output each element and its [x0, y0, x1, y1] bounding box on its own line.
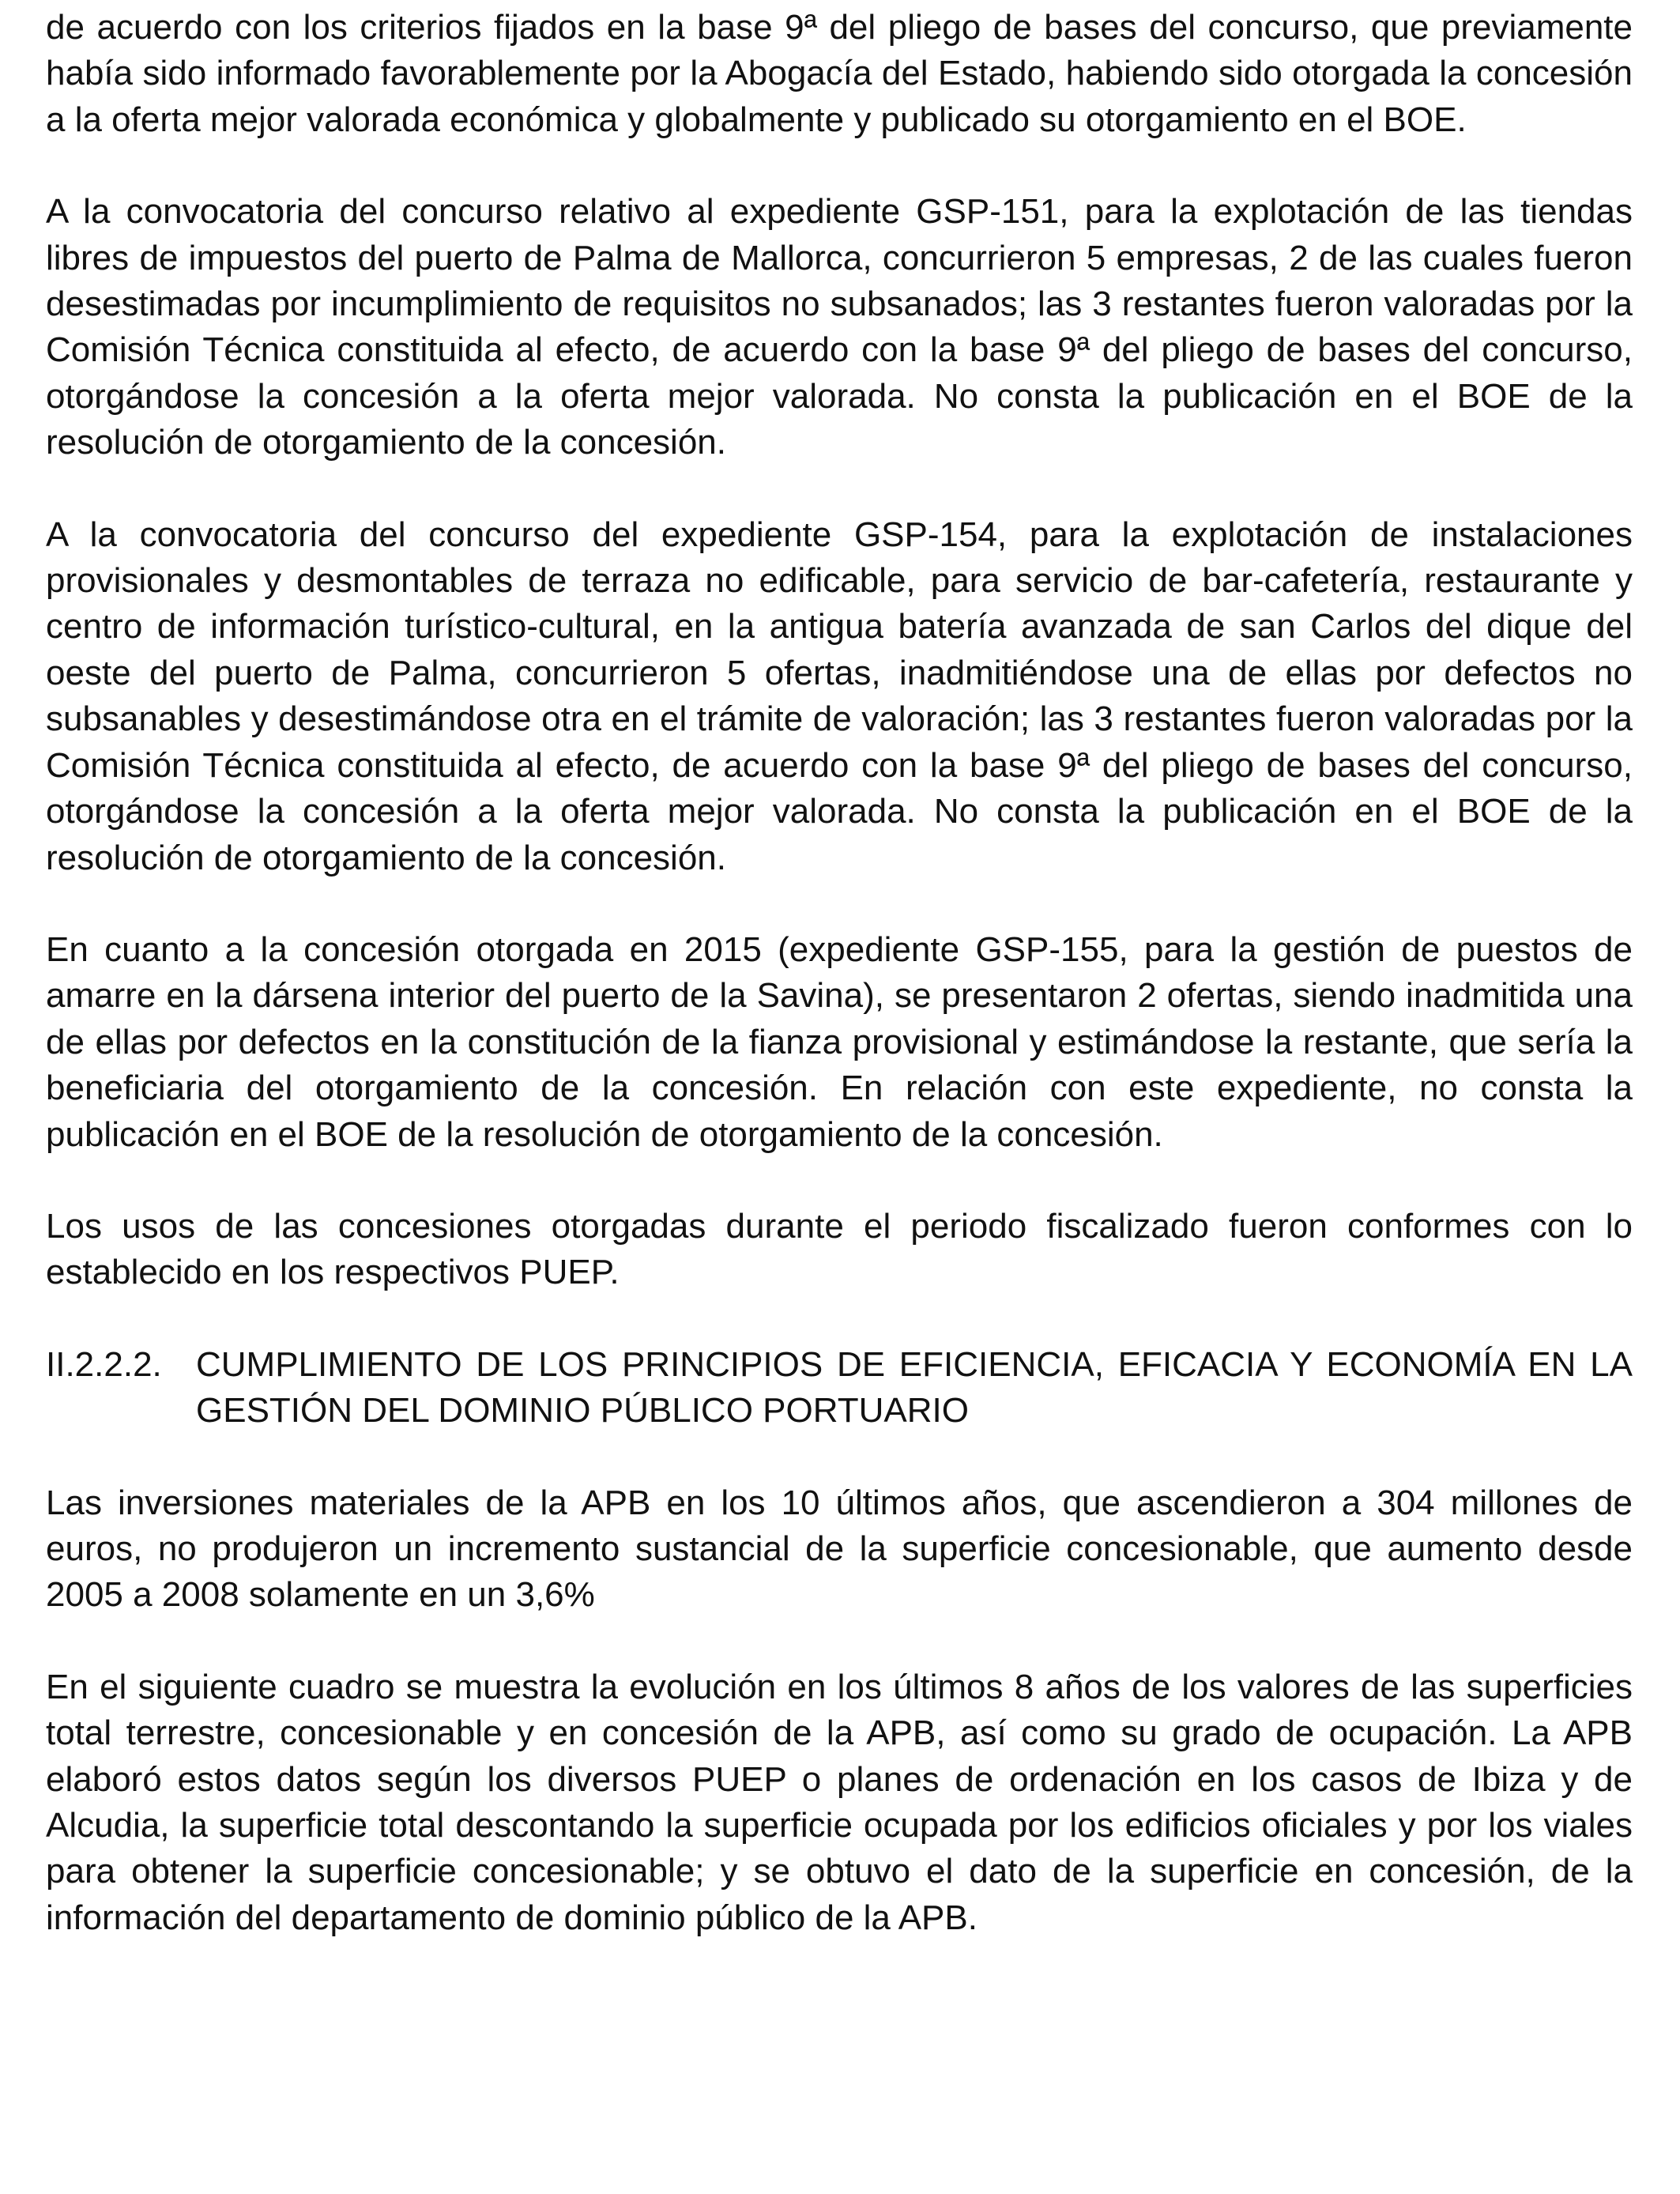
paragraph-surface-table-intro: En el siguiente cuadro se muestra la evolución en los últimos 8 años de los valores de las superficies total terrestre, concesionable y en concesión de la APB, así como su grado de ocupación. La APB elaboró estos datos según los diversos PUEP o planes de ordenación en los casos de Ibiza y de Alcudia, la superficie total descontando la superficie ocupada por los edificios oficiales y por los viales para obtener la superficie concesionable; y se obtuvo el dato de la superficie en concesión, de la información del departamento de dominio público de la APB. [46, 1667, 1633, 1937]
document-page [46, 5, 1633, 1987]
paragraph-gsp-154: A la convocatoria del concurso del expediente GSP-154, para la explotación de instalaciones provisionales y desmontables de terraza no edificable, para servicio de bar-cafetería, restaurante y centro de información turístico-cultural, en la antigua batería avanzada de san Carlos del dique del oeste del puerto de Palma, concurrieron 5 ofertas, inadmitiéndose una de ellas por defectos no subsanables y desestimándose otra en el trámite de valoración; las 3 restantes fueron valoradas por la Comisión Técnica constituida al efecto, de acuerdo con la base 9ª del pliego de bases del concurso, otorgándose la concesión a la oferta mejor valorada. No consta la publicación en el BOE de la resolución de otorgamiento de la concesión. [46, 515, 1633, 877]
section-title: CUMPLIMIENTO DE LOS PRINCIPIOS DE EFICIENCIA, EFICACIA Y ECONOMÍA EN LA GESTIÓN DEL DOMINIO PÚBLICO PORTUARIO [196, 1344, 1633, 1431]
section-number: II.2.2.2. [46, 1344, 162, 1384]
paragraph-concession-criteria: de acuerdo con los criterios fijados en la base 9ª del pliego de bases del concurso, que previamente había sido informado favorablemente por la Abogacía del Estado, habiendo sido otorgada la concesión a la oferta mejor valorada económica y globalmente y publicado su otorgamiento en el BOE. [46, 8, 1633, 139]
section-heading [46, 1342, 1633, 1434]
paragraph-gsp-155: En cuanto a la concesión otorgada en 2015 (expediente GSP-155, para la gestión de puestos de amarre en la dársena interior del puerto de la Savina), se presentaron 2 ofertas, siendo inadmitida una de ellas por defectos en la constitución de la fianza provisional y estimándose la restante, que sería la beneficiaria del otorgamiento de la concesión. En relación con este expediente, no consta la publicación en el BOE de la resolución de otorgamiento de la concesión. [46, 929, 1633, 1154]
paragraph-investments: Las inversiones materiales de la APB en los 10 últimos años, que ascendieron a 304 millones de euros, no produjeron un incremento sustancial de la superficie concesionable, que aumento desde 2005 a 2008 solamente en un 3,6% [46, 1483, 1633, 1615]
paragraph-concession-uses: Los usos de las concesiones otorgadas durante el periodo fiscalizado fueron conformes con lo establecido en los respectivos PUEP. [46, 1206, 1633, 1292]
paragraph-gsp-151: A la convocatoria del concurso relativo al expediente GSP-151, para la explotación de las tiendas libres de impuestos del puerto de Palma de Mallorca, concurrieron 5 empresas, 2 de las cuales fueron desestimadas por incumplimiento de requisitos no subsanados; las 3 restantes fueron valoradas por la Comisión Técnica constituida al efecto, de acuerdo con la base 9ª del pliego de bases del concurso, otorgándose la concesión a la oferta mejor valorada. No consta la publicación en el BOE de la resolución de otorgamiento de la concesión. [46, 192, 1633, 462]
